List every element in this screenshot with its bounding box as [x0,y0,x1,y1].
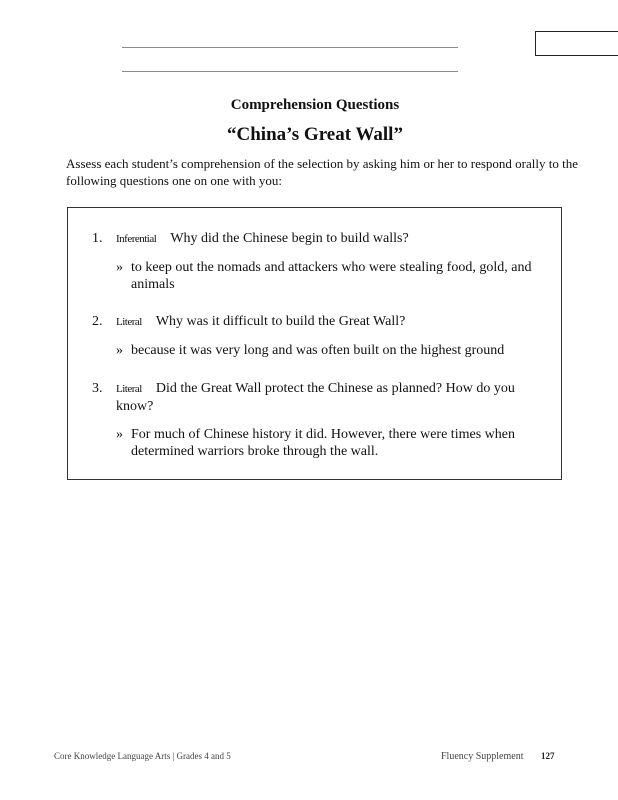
question-type-label: Inferential [116,233,157,245]
answer-text: because it was very long and was often built on the highest ground [131,343,505,358]
page-number: 127 [541,751,555,761]
score-box [535,31,618,56]
question-number: 2. [92,314,103,329]
question-number: 1. [92,231,103,246]
question-number: 3. [92,381,103,396]
question-1 [92,230,535,248]
question-text: Why was it difficult to build the Great Wall? [155,314,406,329]
answer-text: For much of Chinese history it did. However, there were times when determined warriors broke through the wall. [131,427,515,459]
answer-bullet: » [116,343,123,358]
question-type-label: Literal [116,316,142,328]
answer-text: to keep out the nomads and attackers who were stealing food, gold, and animals [131,260,532,292]
section-heading: Comprehension Questions [230,97,400,113]
answer-2 [116,342,535,359]
question-type-label: Literal [116,383,142,395]
answer-3 [116,426,535,460]
answer-1 [116,259,535,293]
instructions-paragraph: Assess each student’s comprehension of the selection by asking him or her to respond orally to the following questions one on one with you: [66,156,578,188]
footer-section: Fluency Supplement [441,751,524,762]
question-text: Did the Great Wall protect the Chinese as planned? How do you know? [116,381,515,414]
name-line [122,47,458,48]
question-2 [92,313,535,331]
answer-bullet: » [116,427,123,442]
question-text: Why did the Chinese begin to build walls? [170,231,409,246]
questions-box [67,207,562,480]
footer-publication: Core Knowledge Language Arts | Grades 4 and 5 [54,751,231,761]
date-line [122,71,458,72]
answer-bullet: » [116,260,123,275]
selection-title: “China’s Great Wall” [227,124,403,145]
question-3 [92,380,535,415]
